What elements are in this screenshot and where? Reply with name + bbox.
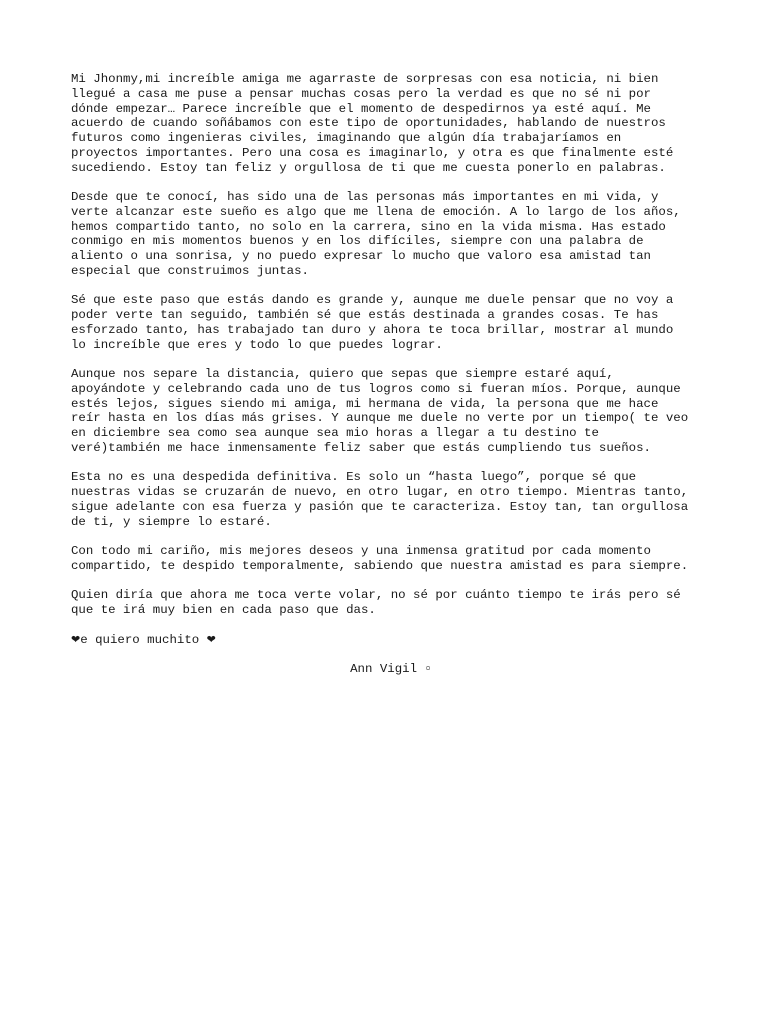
letter-body <box>71 72 711 677</box>
letter-paragraph-3: Sé que este paso que estás dando es grande y, aunque me duele pensar que no voy a poder verte tan seguido, también sé que estás destinada a grandes cosas. Te has esforzado tanto, has trabajado tan duro y ahora te toca brillar, mostrar al mundo lo increíble que eres y todo lo que puedes lograr. <box>71 293 674 352</box>
signature-name: Ann Vigil <box>350 662 425 676</box>
heart-icon: ❤ <box>206 632 216 646</box>
closing-text: e quiero muchito <box>80 632 207 647</box>
letter-paragraph-4: Aunque nos separe la distancia, quiero que sepas que siempre estaré aquí, apoyándote y celebrando cada uno de tus logros como si fueran míos. Porque, aunque estés lejos, sigues siendo mi amiga, mi hermana de vida, la persona que me hace reír hasta en los días más grises. Y aunque me duele no verte por un tiempo( te veo en diciembre sea como sea aunque sea mio horas a llegar a tu destino te veré)también me hace inmensamente feliz saber que estás cumpliendo tus sueños. <box>71 367 689 455</box>
square-glyph-icon: ▫ <box>424 662 432 676</box>
letter-closing <box>71 633 711 648</box>
letter-signature <box>71 662 711 677</box>
letter-paragraph-7: Quien diría que ahora me toca verte volar, no sé por cuánto tiempo te irás pero sé que te irá muy bien en cada paso que das. <box>71 588 681 617</box>
letter-paragraph-1: Mi Jhonmy,mi increíble amiga me agarraste de sorpresas con esa noticia, ni bien llegué a casa me puse a pensar muchas cosas pero la verdad es que no sé ni por dónde empezar… Parece increíble que el momento de despedirnos ya esté aquí. Me acuerdo de cuando soñábamos con este tipo de oportunidades, hablando de nuestros futuros como ingenieras civiles, imaginando que algún día trabajaríamos en proyectos importantes. Pero una cosa es imaginarlo, y otra es que finalmente esté sucediendo. Estoy tan feliz y orgullosa de ti que me cuesta ponerlo en palabras. <box>71 72 674 175</box>
letter-paragraph-2: Desde que te conocí, has sido una de las personas más importantes en mi vida, y verte alcanzar este sueño es algo que me llena de emoción. A lo largo de los años, hemos compartido tanto, no solo en la carrera, sino en la vida misma. Has estado conmigo en mis momentos buenos y en los difíciles, siempre con una palabra de aliento o una sonrisa, y no puedo expresar lo mucho que valoro esa amistad tan especial que construimos juntas. <box>71 190 681 278</box>
heart-icon: ❤ <box>71 632 81 646</box>
letter-paragraph-5: Esta no es una despedida definitiva. Es solo un “hasta luego”, porque sé que nuestras vidas se cruzarán de nuevo, en otro lugar, en otro tiempo. Mientras tanto, sigue adelante con esa fuerza y pasión que te caracteriza. Estoy tan, tan orgullosa de ti, y siempre lo estaré. <box>71 470 689 529</box>
letter-paragraph-6: Con todo mi cariño, mis mejores deseos y una inmensa gratitud por cada momento compartido, te despido temporalmente, sabiendo que nuestra amistad es para siempre. <box>71 544 689 573</box>
